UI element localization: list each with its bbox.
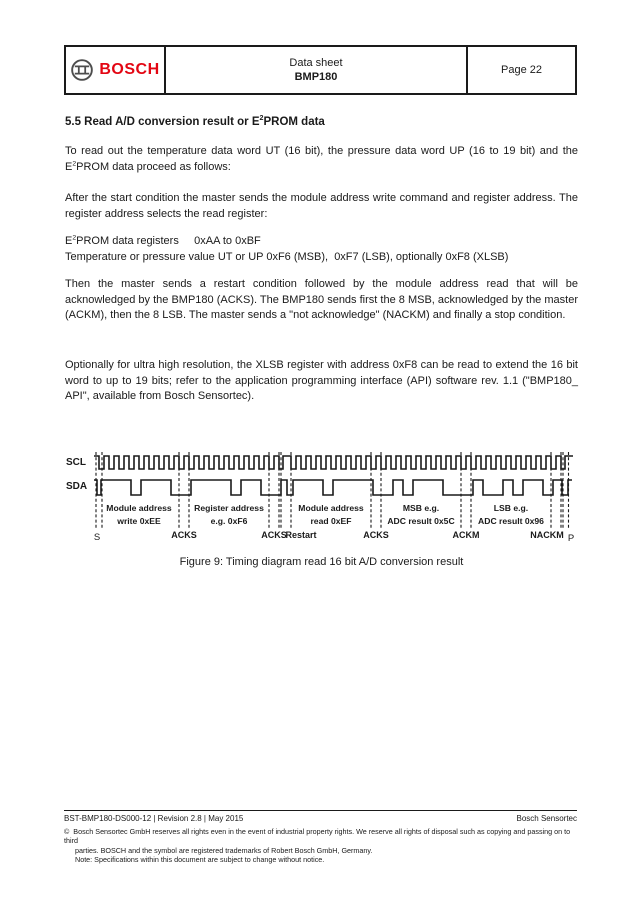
paragraph-start-condition: After the start condition the master sends the module address write command and register address. The register address selects the read register: [65, 192, 578, 220]
footer-copyright [64, 827, 586, 865]
footer-doc-id: BST-BMP180-DS000-12 | Revision 2.8 | May 2015 [64, 814, 244, 823]
byte-label-line1: Register address [194, 503, 264, 513]
byte-label-line1: Module address [106, 503, 172, 513]
footer-company: Bosch Sensortec [516, 814, 577, 823]
paragraph-xlsb: Optionally for ultra high resolution, the XLSB register with address 0xF8 can be read to extend the 16 bit word to up to 19 bits; refer to the application programming interface (API) software rev. 1.1 ("BMP180_ API", available from Bosch Sensortec). [65, 359, 578, 403]
byte-label-line2: ADC result 0x5C [387, 516, 455, 526]
paragraph-intro: To read out the temperature data word UT (16 bit), the pressure data word UP (16 to 19 bit) and the $E^2PROM$ data proceed as follows: [65, 145, 578, 173]
bosch-logo [66, 47, 166, 93]
paragraph-restart: Then the master sends a restart condition followed by the module address read that will be acknowledged by the BMP180 (ACKS). The BMP180 sends first the 8 MSB, acknowledged by the master (ACKM), then the 8 LSB. The master sends a "not acknowledge" (NACKM) and finally a stop condition. [65, 278, 578, 322]
timing-diagram [64, 448, 579, 550]
footer-rule [64, 810, 577, 811]
ack-label: NACKM [530, 530, 564, 540]
doc-title-cell [166, 47, 468, 93]
scl-label: SCL [66, 457, 86, 468]
bosch-wordmark: BOSCH [99, 61, 160, 78]
sda-label: SDA [66, 481, 88, 492]
header-table [64, 45, 577, 95]
doc-type: Data sheet [289, 57, 343, 69]
byte-label-line1: MSB e.g. [402, 503, 440, 513]
copyright-line-2: parties. BOSCH and the symbol are registered trademarks of Robert Bosch GmbH, Germany. [75, 845, 373, 855]
byte-label-line2: e.g. 0xF6 [210, 516, 248, 526]
copyright-line-1: © Bosch Sensortec GmbH reserves all rights even in the event of industrial property rights. We reserve all rights of disposal such as copying and passing on to third [64, 827, 571, 846]
ack-label: ACKS [261, 530, 287, 540]
start-condition-label: S [93, 532, 101, 543]
register-list [65, 234, 578, 265]
bosch-armature-icon [70, 58, 94, 82]
copyright-symbol: © [64, 827, 70, 836]
page-number: Page 22 [501, 64, 542, 76]
byte-label-line1: LSB e.g. [493, 503, 529, 513]
ack-label: ACKS [171, 530, 197, 540]
register-line-ut-up: Temperature or pressure value UT or UP 0xF6 (MSB), 0xF7 (LSB), optionally 0xF8 (XLSB) [65, 250, 509, 263]
byte-label-line2: read 0xEF [310, 516, 352, 526]
byte-label-line2: ADC result 0x96 [478, 516, 544, 526]
doc-name: BMP180 [294, 71, 338, 83]
restart-label: Restart [285, 530, 317, 540]
scl-waveform [94, 456, 573, 469]
stop-condition-label: P [567, 533, 575, 544]
footer-doc-line [64, 814, 577, 823]
register-line-eeprom: $E^2PROM$ data registers 0xAA to 0xBF [65, 234, 261, 247]
figure-caption: Figure 9: Timing diagram read 16 bit A/D conversion result [179, 556, 464, 568]
byte-label-line2: write 0xEE [117, 516, 161, 526]
copyright-line-3: Note: Specifications within this document are subject to change without notice. [75, 855, 325, 865]
byte-label-line1: Module address [298, 503, 364, 513]
ack-label: ACKS [363, 530, 389, 540]
section-heading: 5.5 Read A/D conversion result or $E^2PROM$ data [65, 114, 325, 128]
sda-waveform [94, 480, 572, 495]
ack-label: ACKM [452, 530, 480, 540]
